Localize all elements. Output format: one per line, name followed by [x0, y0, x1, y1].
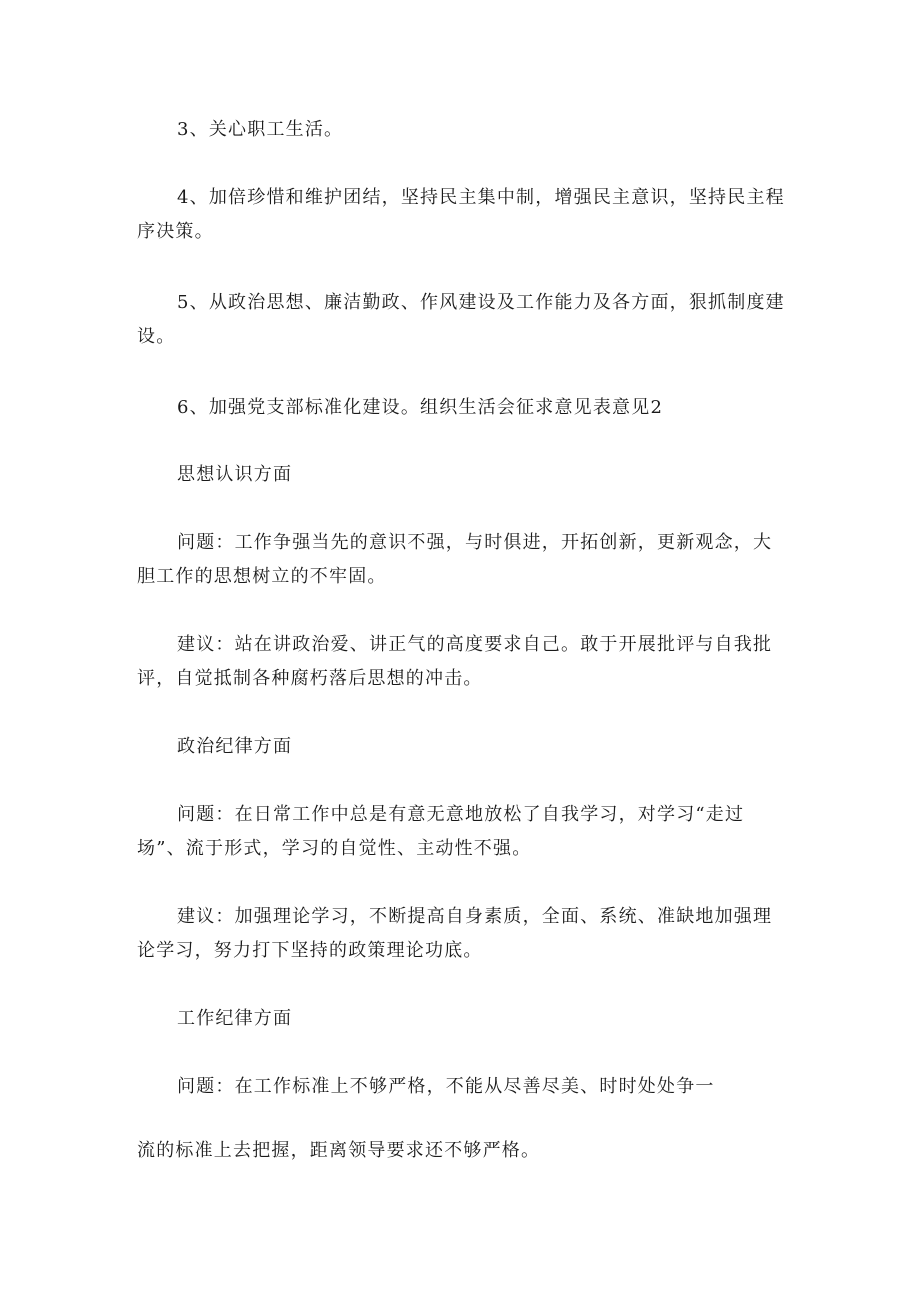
section-heading-thought: 思想认识方面	[177, 464, 293, 485]
suggestion-paragraph-political: 建议：加强理论学习，不断提高自身素质，全面、系统、准缺地加强理论学习，努力打下坚持的政策理论功底。	[137, 906, 773, 961]
section-heading-work: 工作纪律方面	[177, 1008, 293, 1029]
paragraph-item-6: 6、加强党支部标准化建设。组织生活会征求意见表意见2	[177, 397, 664, 418]
problem-paragraph-thought: 问题：工作争强当先的意识不强，与时俱进，开拓创新，更新观念，大胆工作的思想树立的不牢固。	[137, 532, 773, 587]
problem-paragraph-political: 问题：在日常工作中总是有意无意地放松了自我学习，对学习“走过场”、流于形式，学习的自觉性、主动性不强。	[137, 804, 745, 859]
suggestion-paragraph-thought: 建议：站在讲政治爱、讲正气的高度要求自己。敢于开展批评与自我批评，自觉抵制各种腐朽落后思想的冲击。	[137, 634, 773, 689]
paragraph-item-3: 3、关心职工生活。	[177, 119, 344, 140]
problem-paragraph-work: 问题：在工作标准上不够严格，不能从尽善尽美、时时处处争一	[177, 1076, 715, 1097]
problem-paragraph-work-continued: 流的标准上去把握，距离领导要求还不够严格。	[137, 1140, 541, 1161]
paragraph-item-5: 5、从政治思想、廉洁勤政、作风建设及工作能力及各方面，狠抓制度建设。	[137, 292, 785, 347]
section-heading-political: 政治纪律方面	[177, 736, 293, 757]
paragraph-item-4: 4、加倍珍惜和维护团结，坚持民主集中制，增强民主意识，坚持民主程序决策。	[137, 187, 785, 242]
